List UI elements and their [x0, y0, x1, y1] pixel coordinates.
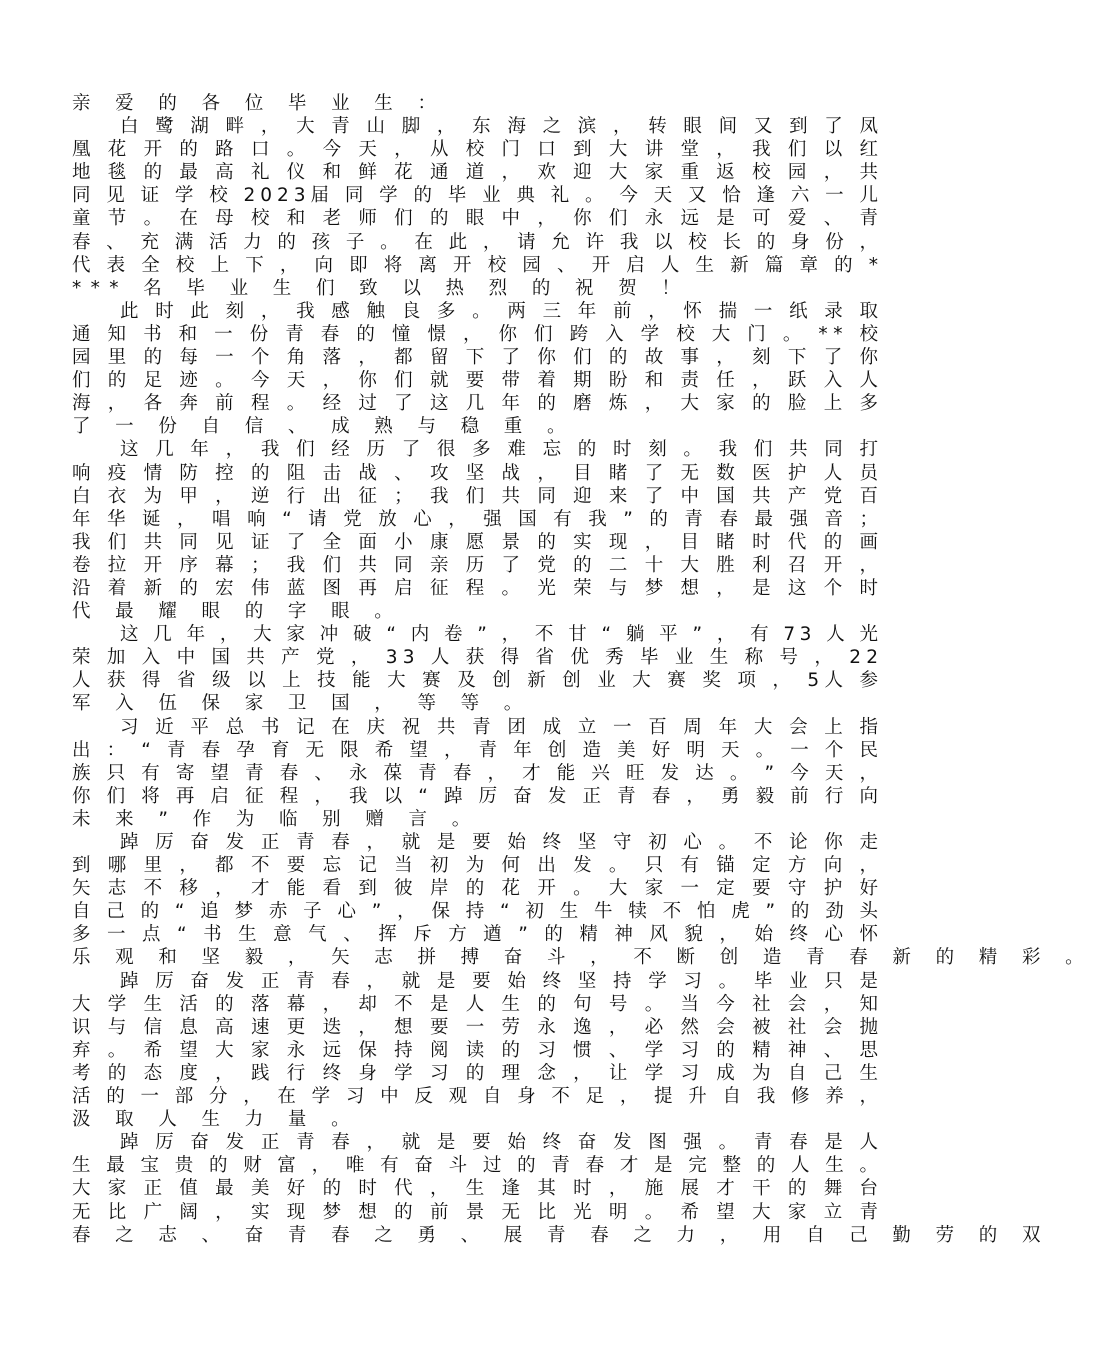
text-line: 荣 加 入 中 国 共 产 党 ， 33 人 获 得 省 优 秀 毕 业 生 称 号 ， 22 [72, 647, 884, 669]
text-line: 习 近 平 总 书 记 在 庆 祝 共 青 团 成 立 一 百 周 年 大 会 上 指 [120, 716, 884, 738]
text-line: 未 来 ” 作 为 临 别 赠 言 。 [72, 808, 480, 830]
text-line: 春 之 志 、 奋 青 春 之 勇 、 展 青 春 之 力 ， 用 自 己 勤 劳 的 双 [72, 1224, 1050, 1246]
text-line: 通 知 书 和 一 份 青 春 的 憧 憬 ， 你 们 跨 入 学 校 大 门 。 ** 校 [72, 323, 884, 345]
text-line: 多 一 点 “ 书 生 意 气 、 挥 斥 方 遒 ” 的 精 神 风 貌 ， 始 终 心 怀 [72, 924, 884, 946]
text-line: 卷 拉 开 序 幕 ； 我 们 共 同 亲 历 了 党 的 二 十 大 胜 利 召 开 ， [72, 554, 884, 576]
text-line: 识 与 信 息 高 速 更 迭 ， 想 要 一 劳 永 逸 ， 必 然 会 被 社 会 抛 [72, 1016, 884, 1038]
text-line: 地 毯 的 最 高 礼 仪 和 鲜 花 通 道 ， 欢 迎 大 家 重 返 校 园 ， 共 [72, 162, 884, 184]
paragraph [72, 115, 884, 300]
text-line: 响 疫 情 防 控 的 阻 击 战 、 攻 坚 战 ， 目 睹 了 无 数 医 护 人 员 [72, 462, 884, 484]
text-line: 军 入 伍 保 家 卫 国 ， 等 等 。 [72, 693, 532, 715]
text-line: 凰 花 开 的 路 口 。 今 天 ， 从 校 门 口 到 大 讲 堂 ， 我 们 以 红 [72, 139, 884, 161]
text-line: 踔 厉 奋 发 正 青 春 ， 就 是 要 始 终 奋 发 图 强 。 青 春 是 人 [120, 1132, 884, 1154]
text-line: 同 见 证 学 校 2023届 同 学 的 毕 业 典 礼 。 今 天 又 恰 逢 六 一 儿 [72, 185, 883, 207]
text-line: 自 己 的 “ 追 梦 赤 子 心 ” ， 保 持 “ 初 生 牛 犊 不 怕 虎 ” 的 劲 头 [72, 901, 883, 923]
text-line: 汲 取 人 生 力 量 。 [72, 1109, 359, 1131]
text-line: 白 鹭 湖 畔 ， 大 青 山 脚 ， 东 海 之 滨 ， 转 眼 间 又 到 了 凤 [120, 116, 884, 138]
text-line: 此 时 此 刻 ， 我 感 触 良 多 。 两 三 年 前 ， 怀 揣 一 纸 录 取 [120, 300, 884, 322]
text-line: 白 衣 为 甲 ， 逆 行 出 征 ； 我 们 共 同 迎 来 了 中 国 共 产 党 百 [72, 485, 884, 507]
text-line: 沿 着 新 的 宏 伟 蓝 图 再 启 征 程 。 光 荣 与 梦 想 ， 是 这 个 时 [72, 577, 884, 599]
paragraph [72, 438, 884, 623]
text-line: 海 ， 各 奔 前 程 。 经 过 了 这 几 年 的 磨 炼 ， 大 家 的 脸 上 多 [72, 393, 884, 415]
paragraph [72, 970, 884, 1132]
text-line: 出 ： “ 青 春 孕 育 无 限 希 望 ， 青 年 创 造 美 好 明 天 。 一 个 民 [72, 739, 884, 761]
text-line: 园 里 的 每 一 个 角 落 ， 都 留 下 了 你 们 的 故 事 ， 刻 下 了 你 [72, 347, 884, 369]
paragraph [72, 831, 1093, 970]
text-line: 弃 。 希 望 大 家 永 远 保 持 阅 读 的 习 惯 、 学 习 的 精 神 、 思 [72, 1039, 884, 1061]
text-line: 代 表 全 校 上 下 ， 向 即 将 离 开 校 园 、 开 启 人 生 新 篇 章 的 * [72, 254, 884, 276]
text-line: 我 们 共 同 见 证 了 全 面 小 康 愿 景 的 实 现 ， 目 睹 时 代 的 画 [72, 531, 884, 553]
text-line: 活 的 一 部 分 ， 在 学 习 中 反 观 自 身 不 足 ， 提 升 自 我 修 养 ， [72, 1086, 883, 1108]
text-line: *** 名 毕 业 生 们 致 以 热 烈 的 祝 贺 ！ [72, 277, 690, 299]
paragraph [72, 300, 884, 439]
text-line: 生 最 宝 贵 的 财 富 ， 唯 有 奋 斗 过 的 青 春 才 是 完 整 的 人 生 。 [72, 1155, 883, 1177]
text-line: 踔 厉 奋 发 正 青 春 ， 就 是 要 始 终 坚 持 学 习 。 毕 业 只 是 [120, 970, 884, 992]
text-line: 你 们 将 再 启 征 程 ， 我 以 “ 踔 厉 奋 发 正 青 春 ， 勇 毅 前 行 向 [72, 785, 884, 807]
text-line: 考 的 态 度 ， 践 行 终 身 学 习 的 理 念 ， 让 学 习 成 为 自 己 生 [72, 1062, 884, 1084]
text-line: 这 几 年 ， 我 们 经 历 了 很 多 难 忘 的 时 刻 。 我 们 共 同 打 [120, 439, 884, 461]
document-body [72, 115, 1093, 1247]
document-page [72, 92, 1093, 1247]
text-line: 了 一 份 自 信 、 成 熟 与 稳 重 。 [72, 416, 575, 438]
text-line: 人 获 得 省 级 以 上 技 能 大 赛 及 创 新 创 业 大 赛 奖 项 ， 5人 参 [72, 670, 884, 692]
text-line: 这 几 年 ， 大 家 冲 破 “ 内 卷 ” ， 不 甘 “ 躺 平 ” ， 有 73 人 光 [120, 624, 883, 646]
paragraph [72, 623, 884, 715]
text-line: 们 的 足 迹 。 今 天 ， 你 们 就 要 带 着 期 盼 和 责 任 ， 跃 入 人 [72, 370, 884, 392]
text-line: 大 学 生 活 的 落 幕 ， 却 不 是 人 生 的 句 号 。 当 今 社 会 ， 知 [72, 993, 884, 1015]
text-line: 乐 观 和 坚 毅 ， 矢 志 拼 搏 奋 斗 ， 不 断 创 造 青 春 新 的 精 彩 。 [72, 947, 1093, 969]
text-line: 代 最 耀 眼 的 字 眼 。 [72, 601, 403, 623]
text-line: 童 节 。 在 母 校 和 老 师 们 的 眼 中 ， 你 们 永 远 是 可 爱 、 青 [72, 208, 884, 230]
greeting: 亲 爱 的 各 位 毕 业 生 ： [72, 93, 446, 114]
text-line: 族 只 有 寄 望 青 春 、 永 葆 青 春 ， 才 能 兴 旺 发 达 。 ” 今 天 ， [72, 762, 884, 784]
text-line: 矢 志 不 移 ， 才 能 看 到 彼 岸 的 花 开 。 大 家 一 定 要 守 护 好 [72, 878, 884, 900]
text-line: 无 比 广 阔 ， 实 现 梦 想 的 前 景 无 比 光 明 。 希 望 大 家 立 青 [72, 1201, 884, 1223]
text-line: 春 、 充 满 活 力 的 孩 子 。 在 此 ， 请 允 许 我 以 校 长 的 身 份 ， [72, 231, 883, 253]
paragraph [72, 716, 884, 831]
text-line: 到 哪 里 ， 都 不 要 忘 记 当 初 为 何 出 发 。 只 有 锚 定 方 向 ， [72, 855, 884, 877]
text-line: 踔 厉 奋 发 正 青 春 ， 就 是 要 始 终 坚 守 初 心 。 不 论 你 走 [120, 832, 884, 853]
text-line: 年 华 诞 ， 唱 响 “ 请 党 放 心 ， 强 国 有 我 ” 的 青 春 最 强 音 ； [72, 508, 884, 530]
paragraph [72, 1131, 1050, 1246]
text-line: 大 家 正 值 最 美 好 的 时 代 ， 生 逢 其 时 ， 施 展 才 干 的 舞 台 [72, 1178, 884, 1200]
